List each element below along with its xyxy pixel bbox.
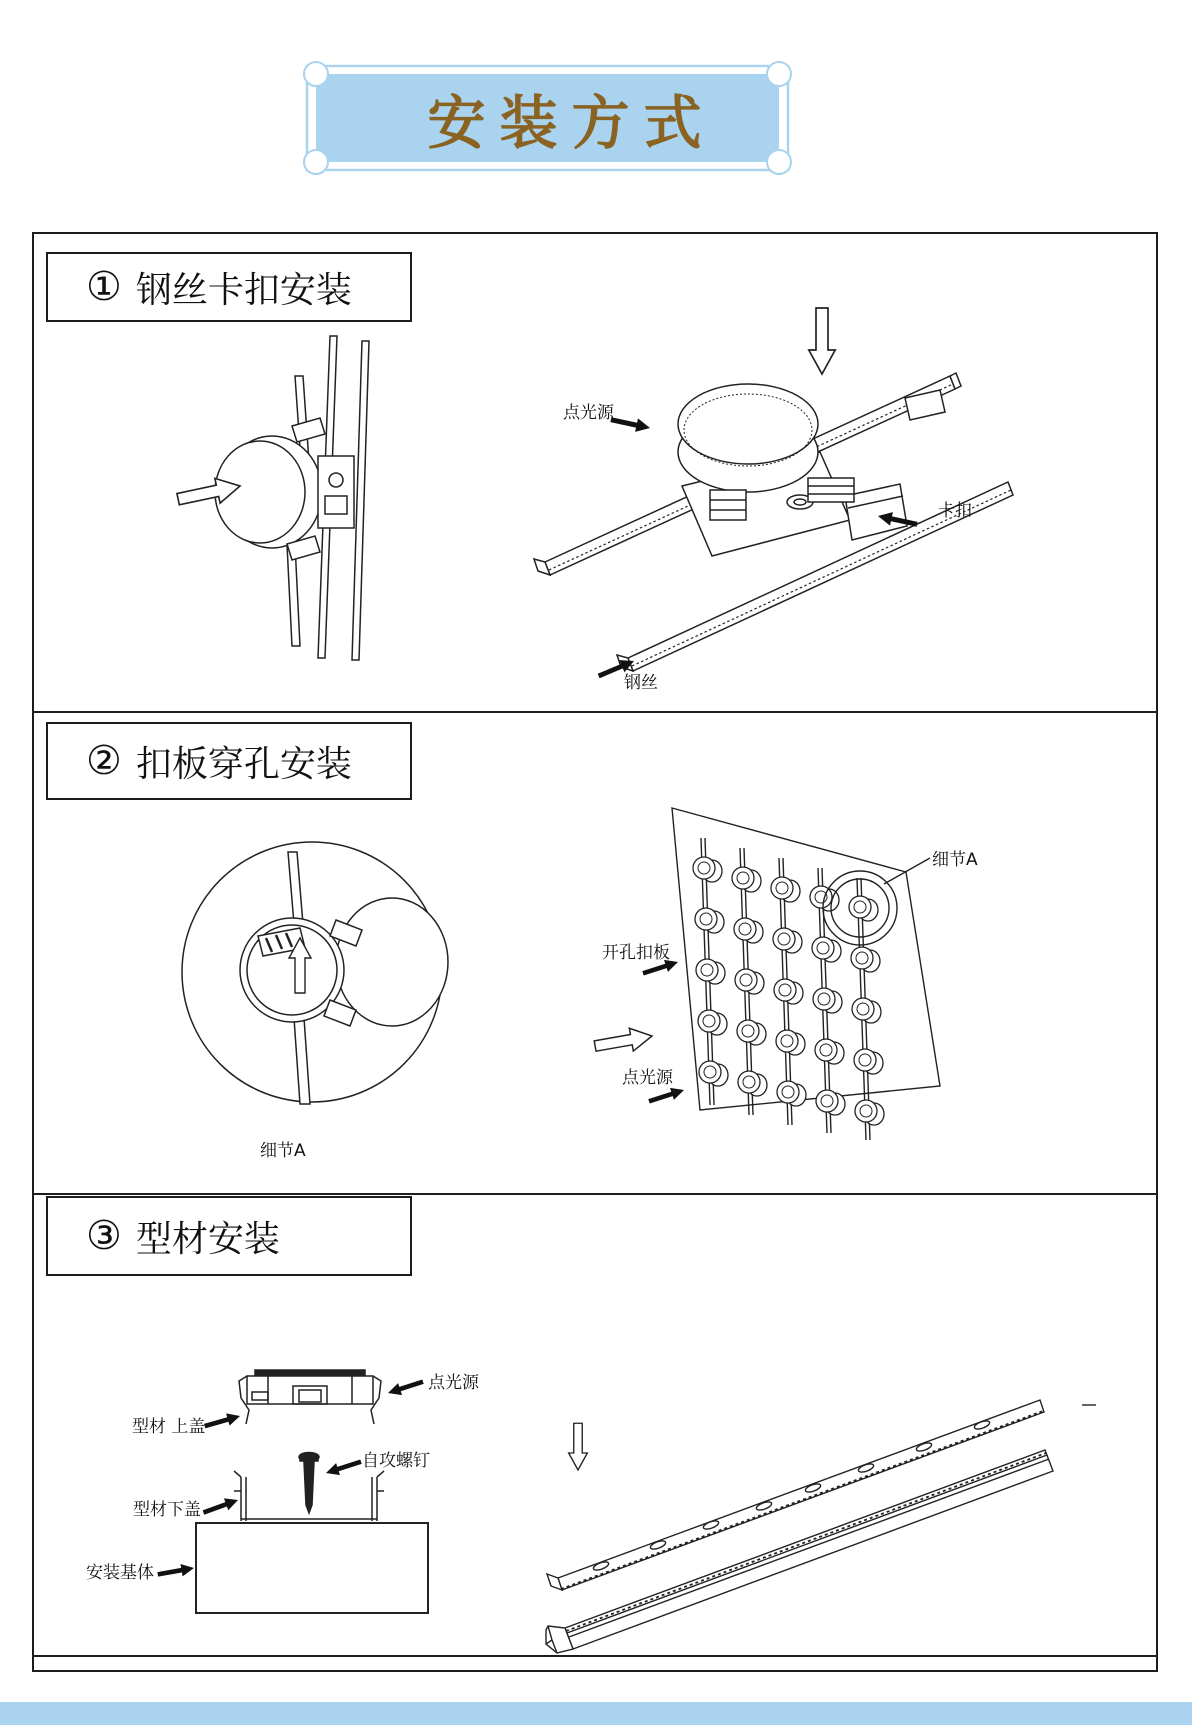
section3-profile-rail-diagram: [546, 1400, 1096, 1653]
point-light-label: 点光源: [563, 403, 614, 423]
detail-a-label: 细节A: [932, 850, 978, 870]
section1-front-view-diagram: [176, 336, 369, 660]
section3-cross-section-diagram: [157, 1370, 428, 1613]
self-tapping-screw: [299, 1453, 319, 1514]
section3-title: 型材安装: [135, 1218, 280, 1260]
point-light-callout-arrow: [609, 413, 651, 435]
steel-wire-label: 钢丝: [624, 673, 658, 693]
section1-header: [46, 252, 412, 322]
perforated-plate-label: 开孔扣板: [602, 943, 670, 963]
point-light-label: 点光源: [622, 1068, 673, 1088]
mounting-base-label: 安装基体: [86, 1563, 154, 1583]
section3-header: [46, 1196, 412, 1276]
section2-panel-diagram: [593, 808, 940, 1140]
insert-direction-arrow-icon: [593, 1025, 654, 1058]
section2-detail-circle-diagram: [182, 842, 448, 1104]
section1-number: ①: [86, 264, 122, 310]
section2-header: [46, 722, 412, 800]
self-tapping-screw-label: 自攻螺钉: [362, 1451, 430, 1471]
point-light-label: 点光源: [428, 1373, 479, 1393]
detail-a-caption: 细节A: [260, 1141, 306, 1161]
mounting-base-block: [196, 1523, 428, 1613]
section2-title: 扣板穿孔安装: [135, 743, 352, 785]
profile-bottom-cover-label: 型材下盖: [133, 1500, 201, 1520]
press-down-arrow-icon: [569, 1423, 588, 1470]
screw-callout-arrow: [324, 1456, 363, 1479]
section1-title: 钢丝卡扣安装: [135, 269, 352, 311]
profile-top-cover-label: 型材 上盖: [132, 1417, 206, 1437]
page-title: 安装方式: [427, 89, 716, 157]
mounting-base-callout-arrow: [157, 1562, 195, 1581]
buckle-label: 卡扣: [938, 501, 972, 521]
top-cover-callout-arrow: [203, 1410, 242, 1432]
section3-number: ③: [86, 1213, 122, 1259]
press-down-arrow-icon: [809, 308, 835, 374]
bottom-cover-callout-arrow: [201, 1494, 240, 1518]
point-light-callout-arrow: [386, 1376, 425, 1399]
section2-number: ②: [86, 738, 122, 784]
